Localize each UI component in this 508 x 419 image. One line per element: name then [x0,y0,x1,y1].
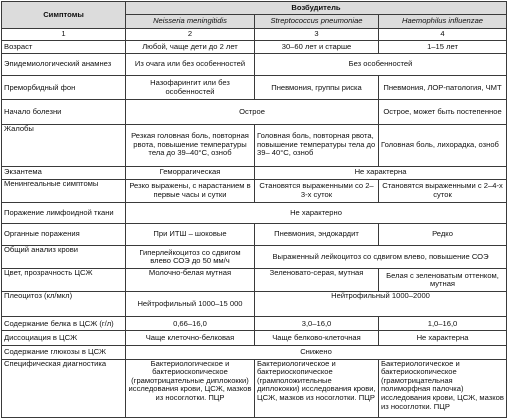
table-cell: Выраженный лейкоцитоз со сдвигом влево, повышение СОЭ [255,246,507,269]
row-label: Жалобы [2,124,126,166]
table-cell: Из очага или без особенностей [126,54,255,76]
table-cell: Головная боль, лихорадка, озноб [379,124,507,166]
table-cell: Зеленовато-серая, мутная [255,269,379,292]
pathogen-neisseria: Neisseria meningitidis [126,15,255,29]
table-cell: Любой, чаще дети до 2 лет [126,41,255,54]
table-cell: 1,0–16,0 [379,317,507,331]
comparison-table [1,1,507,418]
table-cell: Бактериологическое и бактериоскопическое (грамотрицательные диплококки) исследования крови, ЦСЖ, мазков из носоглотки. ПЦР [126,359,255,417]
row-label: Диссоциация в ЦСЖ [2,331,126,345]
table-cell: Гиперлейкоцитоз со сдвигом влево СОЭ до 50 мм/ч [126,246,255,269]
table-row [2,100,507,124]
row-label: Органные поражения [2,224,126,246]
row-label: Специфическая диагностика [2,359,126,417]
row-label: Менингеальные симптомы [2,179,126,202]
symptoms-header: Симптомы [2,2,126,29]
row-label: Плеоцитоз (кл/мкл) [2,292,126,317]
row-label: Экзантема [2,166,126,179]
table-cell: 3,0–16,0 [255,317,379,331]
table-cell: При ИТШ – шоковые [126,224,255,246]
table-cell: Чаще клеточно-белковая [126,331,255,345]
table-cell: Острое [126,100,379,124]
table-row [2,179,507,202]
table-cell: Бактериологическое и бактериоскопическое (грамположительные диплококки) исследования крови, ЦСЖ, мазков из носоглотки. ПЦР [255,359,379,417]
table-cell: Резкая головная боль, повторная рвота, повышение температуры тела до 39–40°С, озноб [126,124,255,166]
table-row [2,76,507,100]
row-label: Общий анализ крови [2,246,126,269]
table-cell: Острое, может быть постепенное [379,100,507,124]
row-label: Начало болезни [2,100,126,124]
table-cell: 0,66–16,0 [126,317,255,331]
table-cell: 1–15 лет [379,41,507,54]
table-cell: Пневмония, группы риска [255,76,379,100]
table-cell: Становятся выраженными с 2–4-х суток [379,179,507,202]
table-cell: Нейтрофильный 1000–15 000 [126,292,255,317]
table-row [2,124,507,166]
pathogen-haemophilus: Haemophilus influenzae [379,15,507,29]
row-label: Цвет, прозрачность ЦСЖ [2,269,126,292]
table-cell: Назофарингит или без особенностей [126,76,255,100]
table-row [2,359,507,417]
table-row [2,202,507,223]
table-cell: Не характерно [126,202,507,223]
row-label: Содержание глюкозы в ЦСЖ [2,345,126,359]
table-row [2,345,507,359]
table-row [2,41,507,54]
table-row [2,54,507,76]
table-cell: Нейтрофильный 1000–2000 [255,292,507,317]
row-label: Преморбидный фон [2,76,126,100]
table-cell: Пневмония, ЛОР-патология, ЧМТ [379,76,507,100]
table-cell: Чаще белково-клеточная [255,331,379,345]
table-row [2,224,507,246]
table-row [2,292,507,317]
table-cell: Молочно-белая мутная [126,269,255,292]
table-cell: Головная боль, повторная рвота, повышение температуры тела до 39– 40°С, озноб [255,124,379,166]
row-label: Эпидемиологический анамнез [2,54,126,76]
row-label: Поражение лимфоидной ткани [2,202,126,223]
pathogen-header: Возбудитель [126,2,507,15]
table-cell: Бактериологическое и бактериоскопическое (грамотрицательная полиморфная палочка) исследования крови, ЦСЖ, мазков из носоглотки. ПЦР [379,359,507,417]
table-cell: Резко выражены, с нарастанием в первые часы и сутки [126,179,255,202]
table-cell: Редко [379,224,507,246]
column-number: 2 [126,29,255,41]
table-cell: Геморрагическая [126,166,255,179]
table-cell: Не характерна [379,331,507,345]
table-cell: 30–60 лет и старше [255,41,379,54]
table-cell: Становятся выраженными со 2–3-х суток [255,179,379,202]
column-number: 1 [2,29,126,41]
column-number: 3 [255,29,379,41]
row-label: Содержание белка в ЦСЖ (г/л) [2,317,126,331]
table-cell: Белая с зеленоватым оттенком, мутная [379,269,507,292]
table-cell: Без особенностей [255,54,507,76]
table-cell: Снижено [126,345,507,359]
table-cell: Не характерна [255,166,507,179]
row-label: Возраст [2,41,126,54]
table-row [2,246,507,269]
column-number: 4 [379,29,507,41]
table-row [2,166,507,179]
table-cell: Пневмония, эндокардит [255,224,379,246]
table-row [2,269,507,292]
table-row [2,317,507,331]
table-row [2,331,507,345]
pathogen-streptococcus: Streptococcus pneumoniae [255,15,379,29]
